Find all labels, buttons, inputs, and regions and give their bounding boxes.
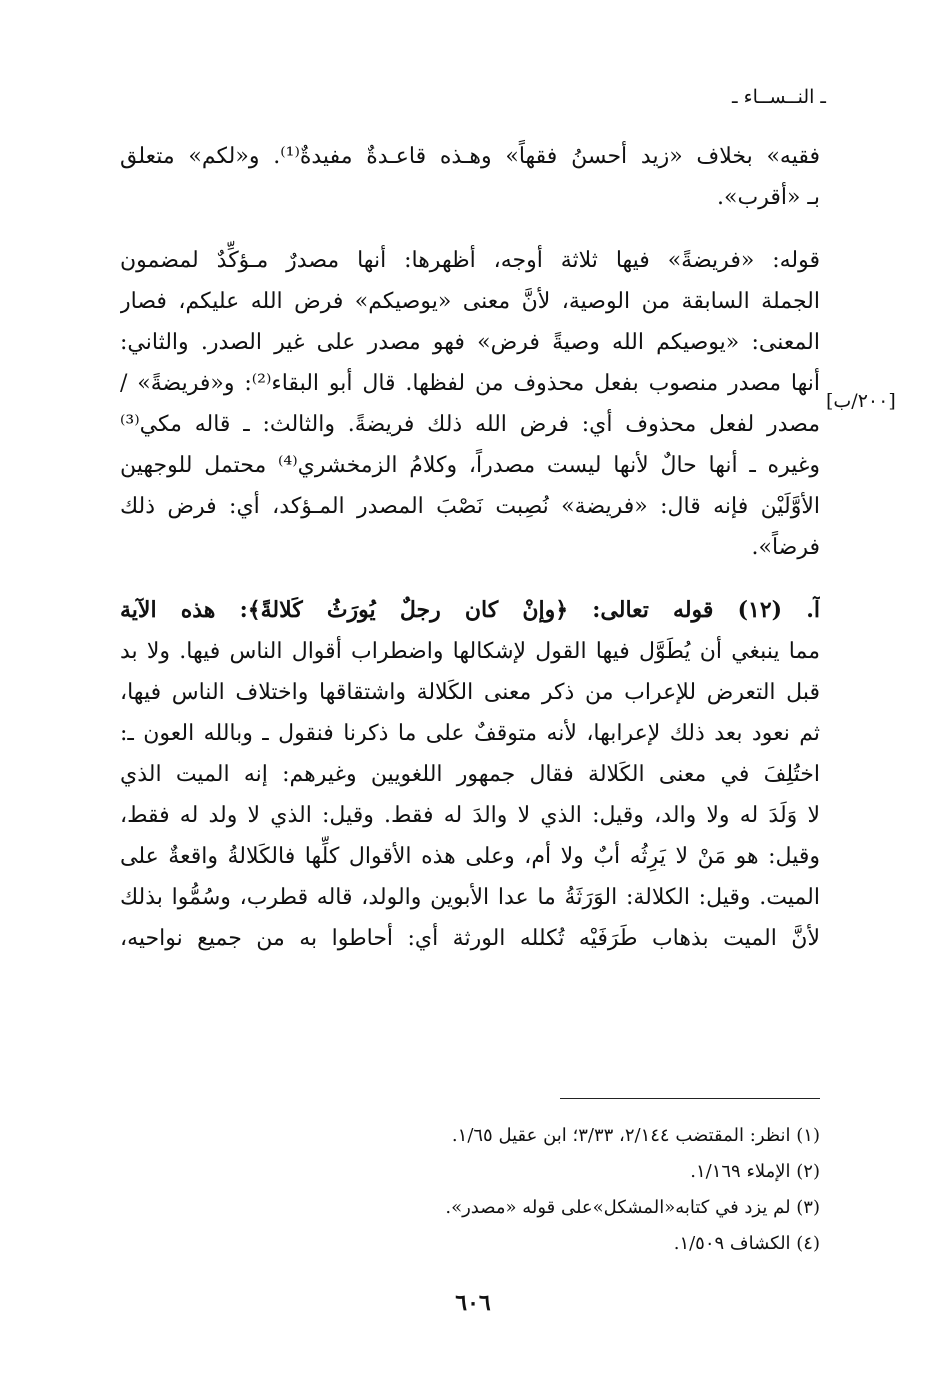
text-line: الميت. وقيل: الكلالة: الوَرَثَةُ ما عدا الأبوين والولد، قاله قطرب، وسُمُّوا بذلك — [120, 885, 820, 910]
footnotes — [300, 1118, 820, 1262]
text-line: مما ينبغي أن يُطَوَّل فيها القول لإشكالها واضطراب أقوال الناس فيها. ولا بد — [120, 639, 820, 664]
running-header: ـ النــســاء ـ — [732, 86, 826, 108]
text-line: مصدر لفعل محذوف أي: فرض الله ذلك فريضةً. والثالث: ـ قاله مكي⁽³⁾ — [120, 412, 820, 437]
text-line: فقيه» بخلاف «زيد أحسنُ فقهاً» وهـذه قاعـدةٌ مفيدةٌ⁽¹⁾. و«لكم» متعلق — [120, 144, 820, 169]
text-line: الجملة السابقة من الوصية، لأنَّ معنى «يوصيكم» فرض الله عليكم، فصار — [120, 289, 820, 314]
verse-heading-line: آ. (١٢) قوله تعالى: ﴿وإنْ كان رجلٌ يُورَثُ كَلالةً﴾: هذه الآية — [120, 597, 820, 623]
footnote: (٣) لم يزد في كتابه«المشكل»على قوله «مصدر». — [445, 1197, 820, 1218]
text-line: وقيل: هو مَنْ لا يَرِثُه أبٌ ولا أم، وعلى هذه الأقوال كلِّها فالكَلالةُ واقعةٌ على — [120, 844, 820, 869]
margin-folio-note: [٢٠٠/ب] — [826, 390, 896, 412]
footnote: (١) انظر: المقتضب ٢/١٤٤، ٣/٣٣؛ ابن عقيل ١/٦٥. — [451, 1125, 820, 1146]
text-line: أنها مصدر منصوب بفعل محذوف من لفظها. قال أبو البقاء⁽²⁾: و«فريضةً» / — [120, 371, 820, 396]
paragraph — [120, 240, 820, 568]
text-line: فرضاً». — [751, 535, 820, 560]
text-line: بـ «أقرب». — [717, 185, 820, 210]
text-line: قبل التعرض للإعراب من ذكر معنى الكَلالة واشتقاقها واختلاف الناس فيها، — [120, 680, 820, 705]
text-line: وغيره ـ أنها حالٌ لأنها ليست مصدراً، وكلامُ الزمخشري⁽⁴⁾ محتمل للوجهين — [120, 453, 820, 478]
main-text — [120, 136, 820, 959]
paragraph — [120, 136, 820, 218]
text-line: الأوَّلَيْن فإنه قال: «فريضة» نُصِبت نَصْبَ المصدر المـؤكد، أي: فرض ذلك — [120, 494, 820, 519]
text-line: لأنَّ الميت بذهاب طَرَفَيْه تُكلله الورثة أي: أحاطوا به من جميع نواحيه، — [120, 926, 820, 951]
text-line: لا وَلَدَ له ولا والد، وقيل: الذي لا والدَ له فقط. وقيل: الذي لا ولد له فقط، — [120, 803, 820, 828]
paragraph — [120, 590, 820, 959]
footnote-divider — [560, 1098, 820, 1099]
text-line: قوله: «فريضةً» فيها ثلاثة أوجه، أظهرها: أنها مصدرٌ مـؤكِّدٌ لمضمون — [120, 248, 820, 273]
text-line: اختُلِفَ في معنى الكَلالة فقال جمهور اللغويين وغيرهم: إنه الميت الذي — [120, 762, 820, 787]
page-number: ٦٠٦ — [455, 1290, 491, 1316]
text-line: المعنى: «يوصيكم الله وصيةً فرض» فهو مصدر على غير الصدر. والثاني: — [120, 330, 820, 355]
footnote: (٤) الكشاف ١/٥٠٩. — [673, 1233, 820, 1254]
footnote: (٢) الإملاء ١/١٦٩. — [690, 1161, 820, 1182]
text-line: ثم نعود بعد ذلك لإعرابها، لأنه متوقفٌ على ما ذكرنا فنقول ـ وبالله العون ـ: — [120, 721, 820, 746]
